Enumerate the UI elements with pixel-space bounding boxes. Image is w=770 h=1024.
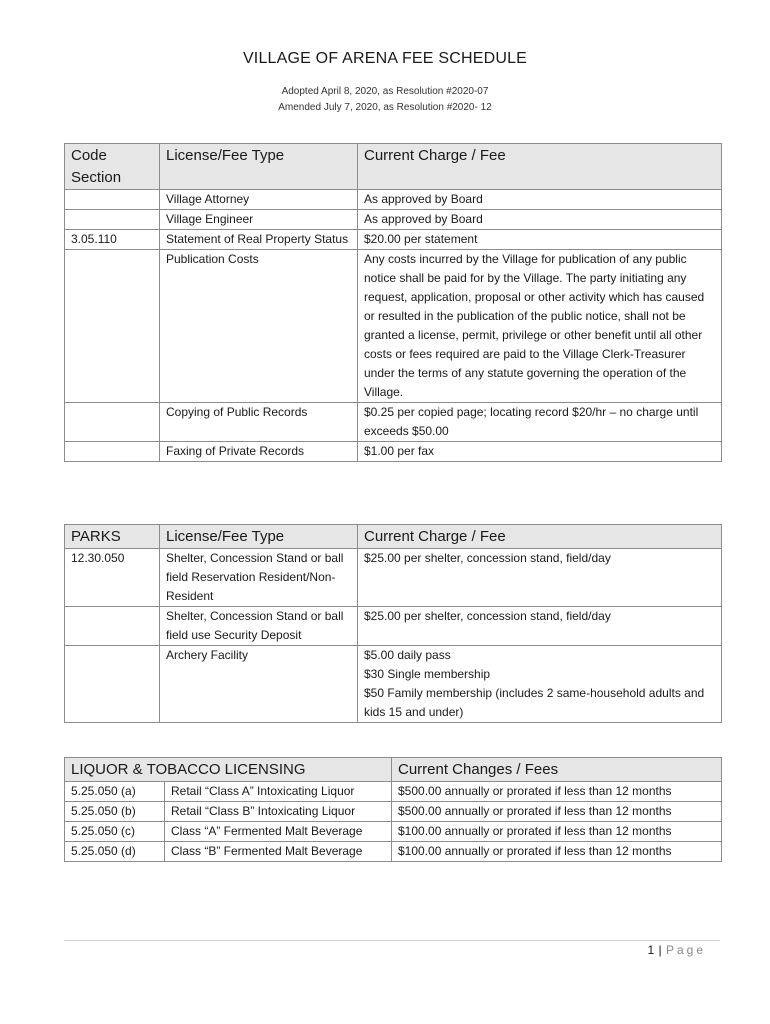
page-title: VILLAGE OF ARENA FEE SCHEDULE — [242, 50, 528, 67]
header-current-charge: Current Charge / Fee — [358, 525, 722, 549]
fee-cell: As approved by Board — [358, 190, 722, 210]
fee-cell: $100.00 annually or prorated if less than 12 months — [392, 842, 722, 862]
type-cell: Class “A” Fermented Malt Beverage — [165, 822, 392, 842]
code-cell — [65, 646, 160, 723]
fee-cell: $500.00 annually or prorated if less than 12 months — [392, 802, 722, 822]
fee-cell: $25.00 per shelter, concession stand, field/day — [358, 607, 722, 646]
fee-line: $50 Family membership (includes 2 same-household adults and kids 15 and under) — [364, 686, 705, 719]
general-fee-table — [64, 143, 722, 462]
type-cell: Publication Costs — [160, 250, 358, 403]
table-row — [65, 210, 722, 230]
table-row — [65, 230, 722, 250]
header-code-section: Code Section — [65, 144, 160, 190]
header-license-fee-type: License/Fee Type — [160, 525, 358, 549]
table-row — [65, 802, 722, 822]
header-parks: PARKS — [65, 525, 160, 549]
type-cell: Class “B” Fermented Malt Beverage — [165, 842, 392, 862]
fee-line: $5.00 daily pass — [364, 648, 451, 662]
header-liquor-tobacco: LIQUOR & TOBACCO LICENSING — [65, 758, 392, 782]
table-header-row — [65, 525, 722, 549]
fee-cell: $0.25 per copied page; locating record $20/hr – no charge until exceeds $50.00 — [358, 403, 722, 442]
code-cell — [65, 190, 160, 210]
footer-rule — [64, 940, 720, 941]
fee-cell: As approved by Board — [358, 210, 722, 230]
code-cell: 3.05.110 — [65, 230, 160, 250]
parks-fee-table — [64, 524, 722, 723]
code-cell: 5.25.050 (d) — [65, 842, 165, 862]
fee-cell: $20.00 per statement — [358, 230, 722, 250]
table-row — [65, 442, 722, 462]
fee-cell: $25.00 per shelter, concession stand, field/day — [358, 549, 722, 607]
table-row — [65, 607, 722, 646]
code-cell: 5.25.050 (b) — [65, 802, 165, 822]
fee-cell: $1.00 per fax — [358, 442, 722, 462]
page-number — [647, 943, 706, 957]
type-cell: Faxing of Private Records — [160, 442, 358, 462]
type-cell: Copying of Public Records — [160, 403, 358, 442]
fee-cell — [358, 646, 722, 723]
code-cell — [65, 607, 160, 646]
type-cell: Statement of Real Property Status — [160, 230, 358, 250]
type-cell: Shelter, Concession Stand or ball field use Security Deposit — [160, 607, 358, 646]
header-current-changes: Current Changes / Fees — [392, 758, 722, 782]
liquor-tobacco-table — [64, 757, 722, 862]
header-current-charge: Current Charge / Fee — [358, 144, 722, 190]
type-cell: Archery Facility — [160, 646, 358, 723]
code-cell — [65, 442, 160, 462]
table-row — [65, 822, 722, 842]
table-row — [65, 549, 722, 607]
adopted-note: Adopted April 8, 2020, as Resolution #2020-07 — [281, 86, 489, 97]
table-row — [65, 250, 722, 403]
table-header-row — [65, 144, 722, 190]
code-cell: 12.30.050 — [65, 549, 160, 607]
type-cell: Retail “Class A” Intoxicating Liquor — [165, 782, 392, 802]
table-row — [65, 782, 722, 802]
code-cell — [65, 250, 160, 403]
header-license-fee-type: License/Fee Type — [160, 144, 358, 190]
table-header-row — [65, 758, 722, 782]
type-cell: Shelter, Concession Stand or ball field Reservation Resident/Non-Resident — [160, 549, 358, 607]
fee-line: $30 Single membership — [364, 667, 491, 681]
type-cell: Village Engineer — [160, 210, 358, 230]
table-row — [65, 842, 722, 862]
type-cell: Village Attorney — [160, 190, 358, 210]
page-word: Page — [665, 943, 706, 957]
fee-cell: Any costs incurred by the Village for publication of any public notice shall be paid for by the Village. The party initiating any request, application, proposal or other activity which has caused or resulted in the publication of the public notice, shall not be granted a license, permit, privilege or other benefit until all other costs or fees required are paid to the Village Clerk-Treasurer under the terms of any statute governing the operation of the Village. — [358, 250, 722, 403]
table-row — [65, 403, 722, 442]
fee-cell: $500.00 annually or prorated if less than 12 months — [392, 782, 722, 802]
code-cell — [65, 210, 160, 230]
table-row — [65, 646, 722, 723]
code-cell — [65, 403, 160, 442]
type-cell: Retail “Class B” Intoxicating Liquor — [165, 802, 392, 822]
page-number-separator: | — [658, 943, 663, 957]
page-number-value: 1 — [647, 943, 655, 957]
table-row — [65, 190, 722, 210]
code-cell: 5.25.050 (a) — [65, 782, 165, 802]
code-cell: 5.25.050 (c) — [65, 822, 165, 842]
amended-note: Amended July 7, 2020, as Resolution #2020- 12 — [278, 102, 492, 113]
fee-cell: $100.00 annually or prorated if less than 12 months — [392, 822, 722, 842]
